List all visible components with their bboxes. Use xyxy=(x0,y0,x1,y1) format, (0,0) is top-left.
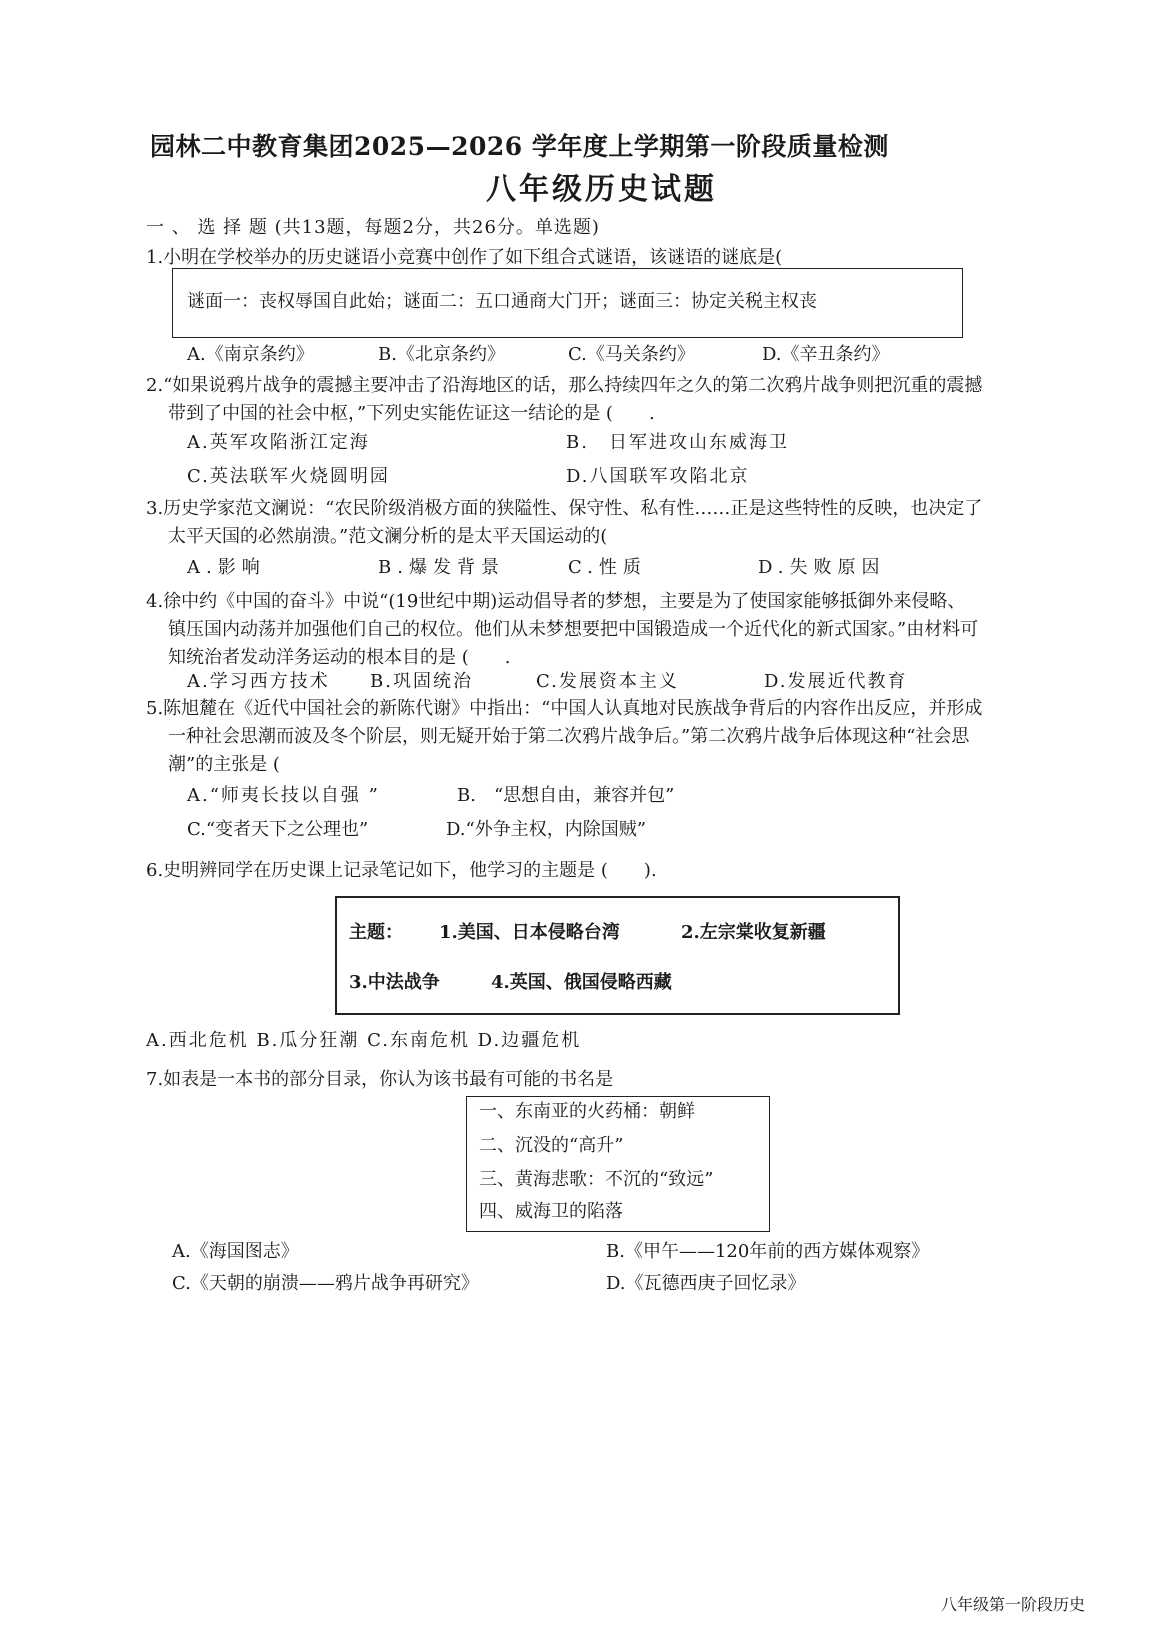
q1-riddle-box xyxy=(172,268,963,338)
q3-line2: 太平天国的必然崩溃。”范文澜分析的是太平天国运动的( xyxy=(168,526,608,547)
q2-line1: 2.“如果说鸦片战争的震撼主要冲击了沿海地区的话，那么持续四年之久的第二次鸦片战争则把沉重的震撼 xyxy=(146,375,983,396)
school-title: 园林二中教育集团2025—2026 学年度上学期第一阶段质量检测 xyxy=(150,132,889,161)
q4-option-d[interactable]: D.发展近代教育 xyxy=(764,671,908,692)
q4-option-a[interactable]: A.学习西方技术 xyxy=(187,671,330,692)
q4-line2: 镇压国内动荡并加强他们自己的权位。他们从未梦想要把中国锻造成一个近代化的新式国家。”由材料可 xyxy=(168,619,979,640)
q2-option-b[interactable]: B. 日军进攻山东威海卫 xyxy=(566,432,789,453)
q6-options[interactable]: A.西北危机 B.瓜分狂潮 C.东南危机 D.边疆危机 xyxy=(146,1030,582,1051)
q1-option-d[interactable]: D.《辛丑条约》 xyxy=(762,344,890,365)
q4-line3: 知统治者发动洋务运动的根本目的是 ( . xyxy=(168,647,511,668)
q7-option-b[interactable]: B.《甲午——120年前的西方媒体观察》 xyxy=(606,1241,930,1262)
q6-note-item-3: 3.中法战争 xyxy=(349,972,440,993)
q7-toc-item: 三、黄海悲歌：不沉的“致远” xyxy=(479,1169,714,1190)
q3-option-b[interactable]: B.爆发背景 xyxy=(378,557,505,578)
q4-option-c[interactable]: C.发展资本主义 xyxy=(536,671,679,692)
q7-option-c[interactable]: C.《天朝的崩溃——鸦片战争再研究》 xyxy=(172,1273,479,1294)
q1-option-a[interactable]: A.《南京条约》 xyxy=(187,344,314,365)
q5-option-c[interactable]: C.“变者天下之公理也” xyxy=(187,819,369,840)
q7-option-a[interactable]: A.《海国图志》 xyxy=(172,1241,299,1262)
q5-option-a[interactable]: A.“师夷长技以自强 ” xyxy=(187,785,380,806)
q7-toc-item: 一、东南亚的火药桶：朝鲜 xyxy=(479,1101,695,1122)
subject-title: 八年级历史试题 xyxy=(486,172,717,207)
q6-note-item-4: 4.英国、俄国侵略西藏 xyxy=(491,972,672,993)
q1-stem: 1.小明在学校举办的历史谜语小竞赛中创作了如下组合式谜语，该谜语的谜底是( xyxy=(146,247,783,268)
q3-option-c[interactable]: C.性质 xyxy=(568,557,647,578)
q7-toc-box xyxy=(466,1096,770,1232)
q3-option-d[interactable]: D.失败原因 xyxy=(758,557,886,578)
q2-option-c[interactable]: C.英法联军火烧圆明园 xyxy=(187,466,390,487)
q6-stem: 6.史明辨同学在历史课上记录笔记如下，他学习的主题是 ( ). xyxy=(146,860,657,881)
q6-notes-box xyxy=(335,896,900,1015)
q5-option-b[interactable]: B. “思想自由，兼容并包” xyxy=(457,785,675,806)
q1-option-b[interactable]: B.《北京条约》 xyxy=(378,344,505,365)
q5-line3: 潮”的主张是 ( xyxy=(168,754,280,775)
section-heading: 一 、 选 择 题 (共13题，每题2分，共26分。单选题) xyxy=(146,217,600,238)
q6-note-item-1: 1.美国、日本侵略台湾 xyxy=(439,922,620,943)
q7-toc-item: 四、威海卫的陷落 xyxy=(479,1201,623,1222)
q7-stem: 7.如表是一本书的部分目录，你认为该书最有可能的书名是 xyxy=(146,1069,614,1090)
q5-line1: 5.陈旭麓在《近代中国社会的新陈代谢》中指出：“中国人认真地对民族战争背后的内容作出反应，并形成 xyxy=(146,698,983,719)
q5-option-d[interactable]: D.“外争主权，内除国贼” xyxy=(446,819,646,840)
q4-option-b[interactable]: B.巩固统治 xyxy=(370,671,473,692)
q6-note-item-2: 2.左宗棠收复新疆 xyxy=(681,922,826,943)
q1-riddle-text: 谜面一：丧权辱国自此始；谜面二：五口通商大门开；谜面三：协定关税主权丧 xyxy=(187,291,817,312)
q5-line2: 一种社会思潮而波及冬个阶层，则无疑开始于第二次鸦片战争后。”第二次鸦片战争后体现这种“社会思 xyxy=(168,726,970,747)
q4-line1: 4.徐中约《中国的奋斗》中说“(19世纪中期)运动倡导者的梦想，主要是为了使国家能够抵御外来侵略、 xyxy=(146,591,966,612)
q7-option-d[interactable]: D.《瓦德西庚子回忆录》 xyxy=(606,1273,806,1294)
q2-option-d[interactable]: D.八国联军攻陷北京 xyxy=(566,466,750,487)
q6-topic-label: 主题： xyxy=(349,922,403,943)
q3-option-a[interactable]: A.影响 xyxy=(187,557,266,578)
q1-option-c[interactable]: C.《马关条约》 xyxy=(568,344,695,365)
q7-toc-item: 二、沉没的“高升” xyxy=(479,1135,624,1156)
page-footer: 八年级第一阶段历史 xyxy=(941,1595,1086,1614)
q2-line2: 带到了中国的社会中枢，”下列史实能佐证这一结论的是 ( . xyxy=(168,403,655,424)
q3-line1: 3.历史学家范文澜说：“农民阶级消极方面的狭隘性、保守性、私有性……正是这些特性的反映，也决定了 xyxy=(146,498,983,519)
q2-option-a[interactable]: A.英军攻陷浙江定海 xyxy=(187,432,370,453)
